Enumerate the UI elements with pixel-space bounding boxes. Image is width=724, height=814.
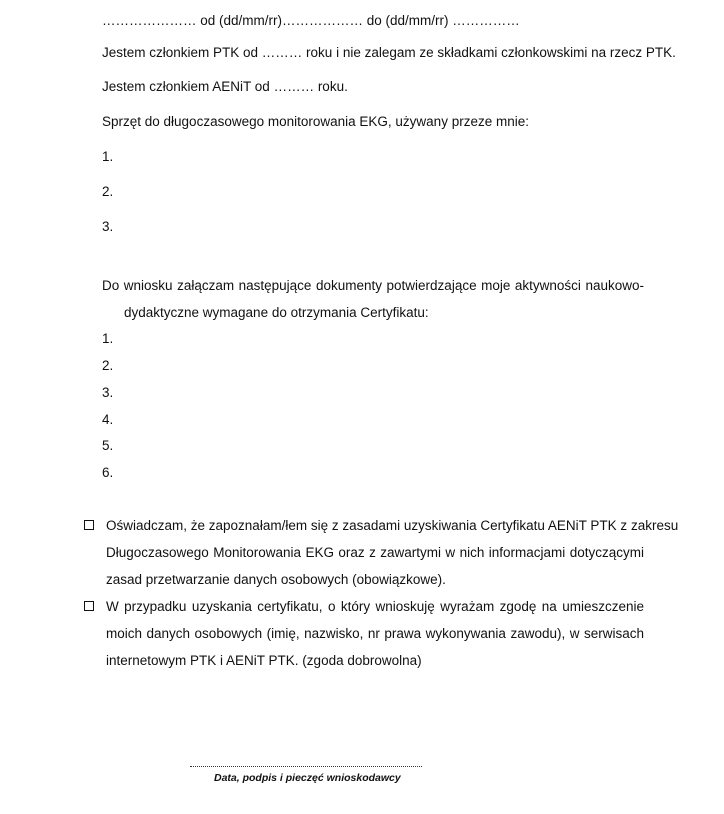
signature-caption: Data, podpis i pieczęć wnioskodawcy <box>214 772 401 784</box>
aenit-membership-statement: Jestem członkiem AENiT od ……… roku. <box>102 79 348 94</box>
declaration-1-line3: zasad przetwarzanie danych osobowych (obowiązkowe). <box>106 572 446 587</box>
document-item-4: 4. <box>102 412 114 427</box>
signature-line <box>190 766 422 767</box>
documents-intro-line1: Do wniosku załączam następujące dokumenty potwierdzające moje aktywności naukowo- <box>102 278 644 293</box>
declaration-2-line2 <box>106 625 644 643</box>
declaration-2-text-line2: moich danych osobowych (imię, nazwisko, nr prawa wykonywania zawodu), w serwisach <box>106 626 644 641</box>
equipment-item-3: 3. <box>102 219 114 234</box>
declaration-1-checkbox[interactable] <box>84 520 94 530</box>
document-item-3: 3. <box>102 385 114 400</box>
document-item-6: 6. <box>102 465 114 480</box>
declaration-1-text-line1: Oświadczam, że zapoznałam/łem się z zasadami uzyskiwania Certyfikatu AENiT PTK z zakresu <box>106 518 679 533</box>
document-item-1: 1. <box>102 331 114 346</box>
documents-intro <box>102 277 644 295</box>
document-item-2: 2. <box>102 358 114 373</box>
declaration-2-text-line1: W przypadku uzyskania certyfikatu, o który wnioskuję wyrażam zgodę na umieszczenie <box>106 599 644 614</box>
ptk-membership-statement: Jestem członkiem PTK od ……… roku i nie zalegam ze składkami członkowskimi na rzecz PTK. <box>102 45 676 60</box>
documents-intro-line2: dydaktyczne wymagane do otrzymania Certyfikatu: <box>124 305 429 320</box>
declaration-2-line1 <box>106 598 644 616</box>
equipment-item-2: 2. <box>102 184 114 199</box>
declaration-2-line3: internetowym PTK i AENiT PTK. (zgoda dobrowolna) <box>106 653 422 668</box>
equipment-item-1: 1. <box>102 149 114 164</box>
declaration-2-checkbox[interactable] <box>84 601 94 611</box>
equipment-header: Sprzęt do długoczasowego monitorowania EKG, używany przeze mnie: <box>102 114 529 129</box>
declaration-1-line2 <box>106 544 644 562</box>
declaration-1-text-line2: Długoczasowego Monitorowania EKG oraz z zawartymi w nich informacjami dotyczącymi <box>106 545 644 560</box>
declaration-1-line1 <box>106 517 679 535</box>
document-item-5: 5. <box>102 438 114 453</box>
period-line: ………………… od (dd/mm/rr)……………… do (dd/mm/rr) …………… <box>102 13 520 28</box>
